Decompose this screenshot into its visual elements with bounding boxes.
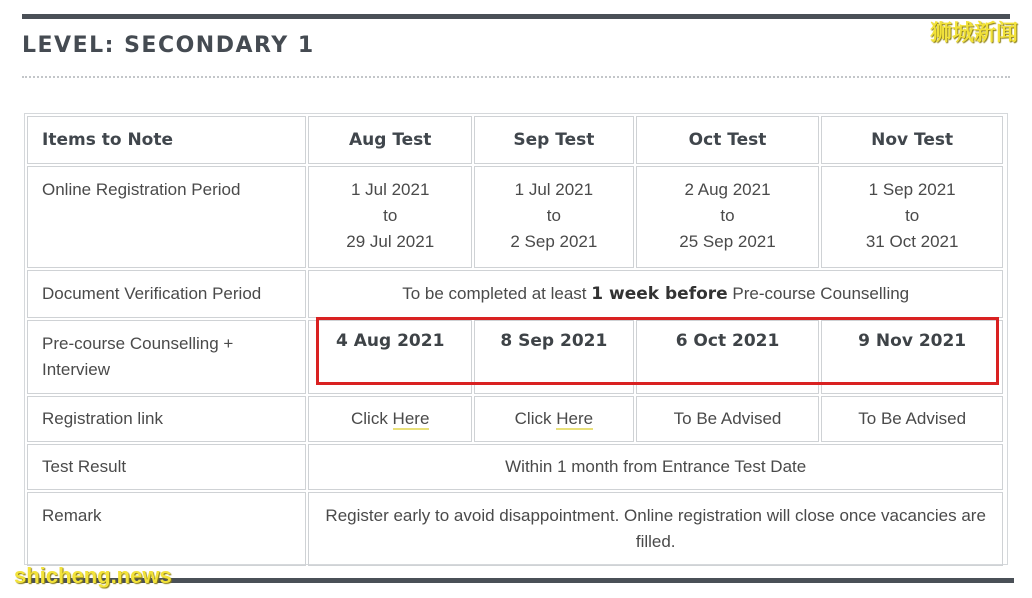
table-row xyxy=(27,166,1003,268)
table-row xyxy=(27,270,1003,318)
row-label-remark: Remark xyxy=(27,492,306,566)
registration-link-aug: Click Here xyxy=(308,396,472,442)
header-sep-test: Sep Test xyxy=(474,116,634,164)
registration-link-sep: Click Here xyxy=(474,396,634,442)
pre-course-date-oct: 6 Oct 2021 xyxy=(636,320,820,394)
schedule-table xyxy=(25,114,1005,568)
click-here-link[interactable]: Here xyxy=(392,409,430,428)
test-result-text: Within 1 month from Entrance Test Date xyxy=(308,444,1003,490)
watermark-logo: 狮城新闻 xyxy=(929,20,1018,45)
table-row xyxy=(27,492,1003,566)
table-header-row xyxy=(27,116,1003,164)
pre-course-date-nov: 9 Nov 2021 xyxy=(821,320,1003,394)
row-label-registration-link: Registration link xyxy=(27,396,306,442)
registration-period-aug: 1 Jul 2021 to 29 Jul 2021 xyxy=(308,166,472,268)
dotted-divider xyxy=(22,76,1010,78)
registration-period-nov: 1 Sep 2021 to 31 Oct 2021 xyxy=(821,166,1003,268)
row-label-test-result: Test Result xyxy=(27,444,306,490)
table-row xyxy=(27,444,1003,490)
header-aug-test: Aug Test xyxy=(308,116,472,164)
top-divider xyxy=(22,14,1010,19)
row-label-pre-course: Pre-course Counselling + Interview xyxy=(27,320,306,394)
table-row xyxy=(27,396,1003,442)
level-title: LEVEL: SECONDARY 1 xyxy=(22,33,315,58)
watermark-text: shicheng.news xyxy=(14,563,172,588)
pre-course-date-sep: 8 Sep 2021 xyxy=(474,320,634,394)
table-row xyxy=(27,320,1003,394)
row-label-online-registration: Online Registration Period xyxy=(27,166,306,268)
row-label-document-verification: Document Verification Period xyxy=(27,270,306,318)
registration-link-oct: To Be Advised xyxy=(636,396,820,442)
registration-link-nov: To Be Advised xyxy=(821,396,1003,442)
header-oct-test: Oct Test xyxy=(636,116,820,164)
header-items-to-note: Items to Note xyxy=(27,116,306,164)
pre-course-date-aug: 4 Aug 2021 xyxy=(308,320,472,394)
registration-period-sep: 1 Jul 2021 to 2 Sep 2021 xyxy=(474,166,634,268)
registration-period-oct: 2 Aug 2021 to 25 Sep 2021 xyxy=(636,166,820,268)
header-nov-test: Nov Test xyxy=(821,116,1003,164)
click-here-link[interactable]: Here xyxy=(556,409,594,428)
remark-text: Register early to avoid disappointment. Online registration will close once vacancies are filled. xyxy=(308,492,1003,566)
schedule-table-container xyxy=(24,113,1008,565)
document-verification-text: To be completed at least 1 week before Pre-course Counselling xyxy=(308,270,1003,318)
